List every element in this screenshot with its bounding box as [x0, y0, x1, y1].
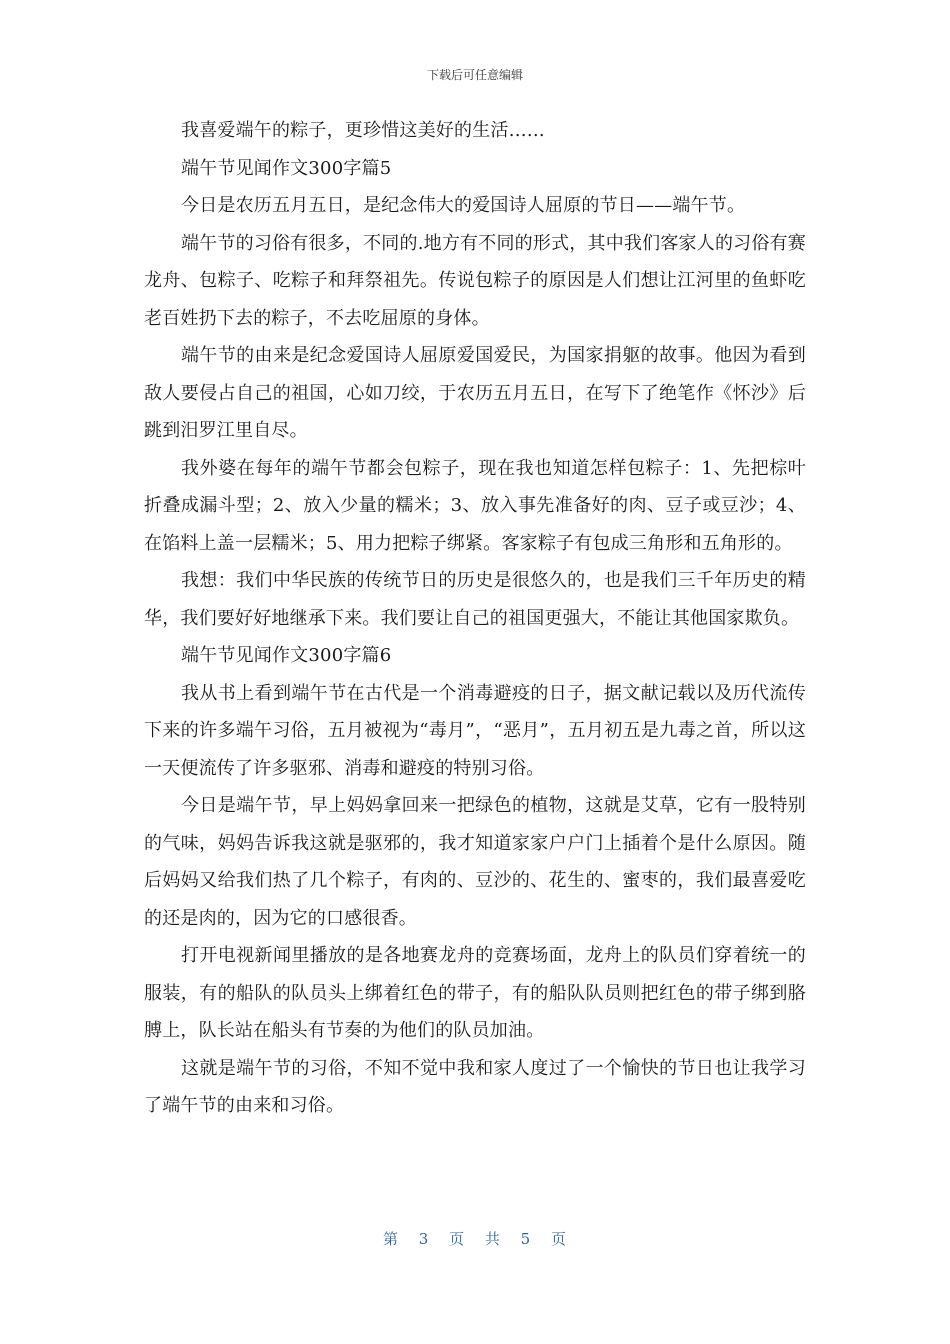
- section-heading: 端午节见闻作文300字篇6: [181, 645, 392, 666]
- section-heading: 端午节见闻作文300字篇5: [181, 157, 392, 179]
- paragraph: 端午节的由来是纪念爱国诗人屈原爱国爱民，为国家捐躯的故事。他因为看到敌人要侵占自己的祖国，心如刀绞，于农历五月五日，在写下了绝笔作《怀沙》后跳到汨罗江里自尽。: [144, 345, 806, 441]
- page-number-footer: 第 3 页 共 5 页: [383, 1230, 567, 1248]
- page-header: 下载后可任意编辑: [426, 68, 523, 82]
- paragraph: 我喜爱端午的粽子，更珍惜这美好的生活……: [181, 120, 545, 141]
- document-body: [144, 112, 806, 1125]
- paragraph: 我从书上看到端午节在古代是一个消毒避疫的日子，据文献记载以及历代流传下来的许多端午习俗，五月被视为“毒月”，“恶月”，五月初五是九毒之首，所以这一天便流传了许多驱邪、消毒和避疫的特别习俗。: [144, 682, 806, 779]
- paragraph: 端午节的习俗有很多，不同的.地方有不同的形式，其中我们客家人的习俗有赛龙舟、包粽子、吃粽子和拜祭祖先。传说包粽子的原因是人们想让江河里的鱼虾吃老百姓扔下去的粽子，不去吃屈原的身体。: [144, 232, 806, 329]
- paragraph: 今日是端午节，早上妈妈拿回来一把绿色的植物，这就是艾草，它有一股特别的气味，妈妈告诉我这就是驱邪的，我才知道家家户户门上插着个是什么原因。随后妈妈又给我们热了几个粽子，有肉的、豆沙的、花生的、蜜枣的，我们最喜爱吃的还是肉的，因为它的口感很香。: [144, 795, 806, 929]
- paragraph: 打开电视新闻里播放的是各地赛龙舟的竞赛场面，龙舟上的队员们穿着统一的服装，有的船队的队员头上绑着红色的带子，有的船队队员则把红色的带子绑到胳膊上，队长站在船头有节奏的为他们的队员加油。: [144, 945, 806, 1041]
- paragraph: 这就是端午节的习俗，不知不觉中我和家人度过了一个愉快的节日也让我学习了端午节的由来和习俗。: [144, 1057, 806, 1116]
- paragraph: 我外婆在每年的端午节都会包粽子，现在我也知道怎样包粽子：1、先把棕叶折叠成漏斗型；2、放入少量的糯米；3、放入事先准备好的肉、豆子或豆沙；4、在馅料上盖一层糯米；5、用力把粽子绑紧。客家粽子有包成三角形和五角形的。: [144, 457, 806, 554]
- paragraph: 今日是农历五月五日，是纪念伟大的爱国诗人屈原的节日——端午节。: [181, 195, 746, 216]
- paragraph: 我想：我们中华民族的传统节日的历史是很悠久的，也是我们三千年历史的精华，我们要好好地继承下来。我们要让自己的祖国更强大，不能让其他国家欺负。: [144, 570, 806, 629]
